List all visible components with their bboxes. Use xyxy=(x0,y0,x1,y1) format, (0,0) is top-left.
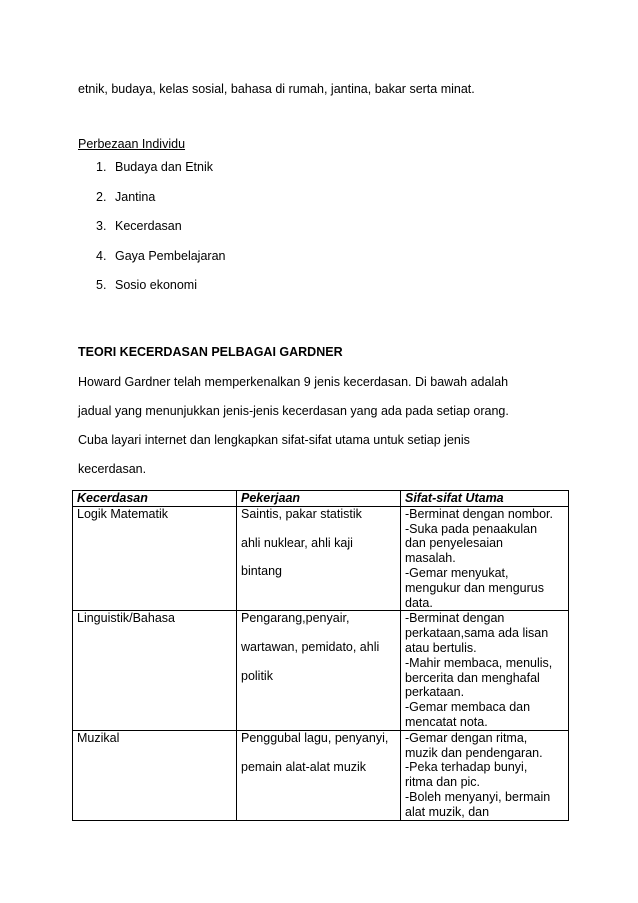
table-row xyxy=(73,611,569,730)
sifat-line: bercerita dan menghafal xyxy=(405,670,540,685)
table-row xyxy=(73,506,569,611)
pekerjaan-line: wartawan, pemidato, ahli xyxy=(241,640,380,655)
teori-heading: TEORI KECERDASAN PELBAGAI GARDNER xyxy=(78,345,343,359)
pekerjaan-line: pemain alat-alat muzik xyxy=(241,759,367,774)
sifat-line: data. xyxy=(405,595,433,610)
sifat-line: masalah. xyxy=(405,551,456,566)
sifat-line: mengukur dan mengurus xyxy=(405,580,544,595)
teori-line-3: Cuba layari internet dan lengkapkan sifat-sifat utama untuk setiap jenis xyxy=(78,433,470,447)
sifat-line: muzik dan pendengaran. xyxy=(405,745,543,760)
header-kecerdasan: Kecerdasan xyxy=(73,491,237,507)
sifat-line: perkataan,sama ada lisan xyxy=(405,626,549,641)
list-item-label: Kecerdasan xyxy=(115,219,182,233)
list-item-number: 4. xyxy=(96,248,107,263)
cell-pekerjaan xyxy=(237,611,401,730)
header-pekerjaan: Pekerjaan xyxy=(237,491,401,507)
sifat-line: ritma dan pic. xyxy=(405,775,481,790)
sifat-line: -Gemar membaca dan xyxy=(405,700,531,715)
sifat-line: alat muzik, dan xyxy=(405,804,490,819)
sifat-line: -Gemar menyukat, xyxy=(405,565,509,580)
pekerjaan-line: politik xyxy=(241,668,273,683)
cell-kecerdasan: Muzikal xyxy=(73,730,237,820)
teori-line-4: kecerdasan. xyxy=(78,462,147,476)
list-item xyxy=(78,190,225,220)
sifat-line: -Berminat dengan nombor. xyxy=(405,506,554,521)
table-row xyxy=(73,730,569,820)
cell-kecerdasan: Logik Matematik xyxy=(73,506,237,611)
list-item-number: 3. xyxy=(96,219,107,233)
list-item-label: Jantina xyxy=(115,189,156,204)
pekerjaan-line: ahli nuklear, ahli kaji xyxy=(241,535,353,550)
sifat-line: -Boleh menyanyi, bermain xyxy=(405,789,551,804)
list-item xyxy=(78,219,225,249)
list-item-label: Budaya dan Etnik xyxy=(115,160,213,174)
perbezaan-heading: Perbezaan Individu xyxy=(78,137,186,151)
list-item-number: 2. xyxy=(96,189,107,204)
list-item xyxy=(78,278,225,308)
sifat-line: perkataan. xyxy=(405,685,465,700)
cell-pekerjaan xyxy=(237,506,401,611)
sifat-line: -Gemar dengan ritma, xyxy=(405,730,528,745)
cell-sifat xyxy=(401,730,569,820)
sifat-line: -Peka terhadap bunyi, xyxy=(405,760,528,775)
sifat-line: -Suka pada penaakulan xyxy=(405,521,538,536)
perbezaan-list xyxy=(78,160,225,308)
list-item xyxy=(78,160,225,190)
cell-sifat xyxy=(401,506,569,611)
teori-line-2: jadual yang menunjukkan jenis-jenis kecerdasan yang ada pada setiap orang. xyxy=(78,404,509,418)
cell-sifat xyxy=(401,611,569,730)
cell-kecerdasan: Linguistik/Bahasa xyxy=(73,611,237,730)
list-item-number: 5. xyxy=(96,278,107,292)
list-item-label: Sosio ekonomi xyxy=(115,278,197,292)
sifat-line: -Mahir membaca, menulis, xyxy=(405,655,553,670)
cell-pekerjaan xyxy=(237,730,401,820)
list-item-number: 1. xyxy=(96,160,107,174)
list-item xyxy=(78,249,225,279)
intro-line: etnik, budaya, kelas sosial, bahasa di rumah, jantina, bakar serta minat. xyxy=(78,82,475,96)
table-header-row xyxy=(73,491,569,507)
pekerjaan-line: bintang xyxy=(241,564,283,579)
header-sifat: Sifat-sifat Utama xyxy=(401,491,569,507)
kecerdasan-table xyxy=(72,490,569,821)
sifat-line: dan penyelesaian xyxy=(405,536,503,551)
sifat-line: mencatat nota. xyxy=(405,714,488,729)
teori-line-1: Howard Gardner telah memperkenalkan 9 jenis kecerdasan. Di bawah adalah xyxy=(78,375,509,389)
pekerjaan-line: Pengarang,penyair, xyxy=(241,611,350,626)
pekerjaan-line: Saintis, pakar statistik xyxy=(241,506,362,521)
pekerjaan-line: Penggubal lagu, penyanyi, xyxy=(241,730,389,745)
list-item-label: Gaya Pembelajaran xyxy=(115,248,226,263)
sifat-line: atau bertulis. xyxy=(405,640,477,655)
sifat-line: -Berminat dengan xyxy=(405,611,505,626)
